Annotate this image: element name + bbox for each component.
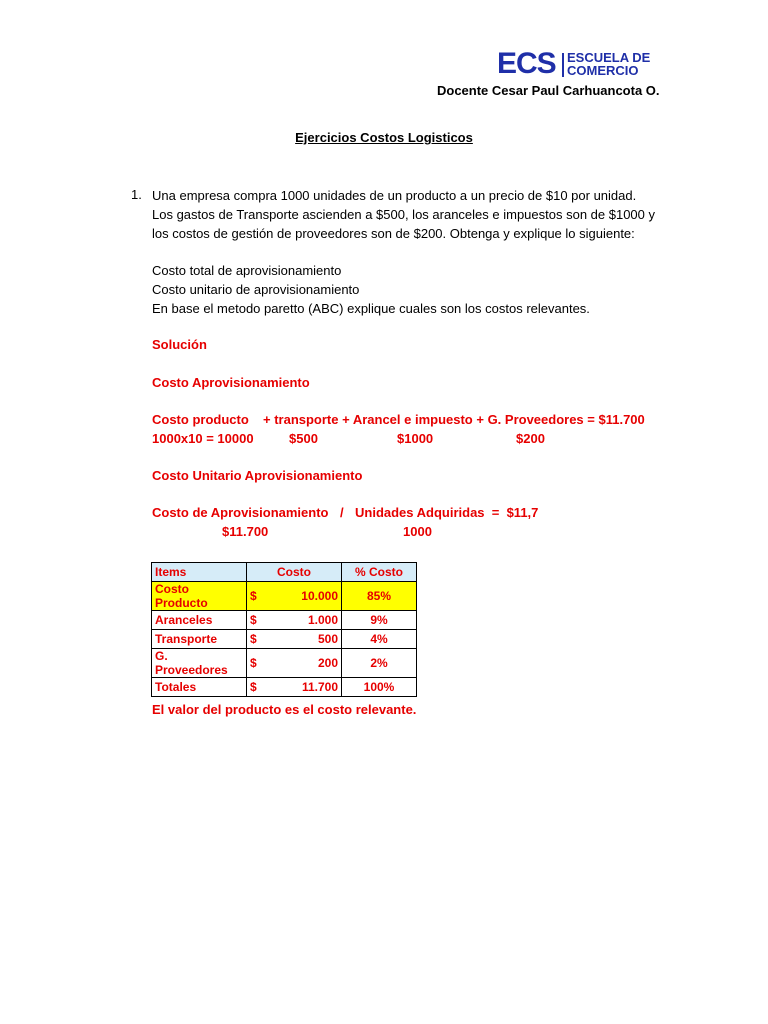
value2-costo: $11.700 bbox=[222, 524, 269, 539]
teacher-name: Docente Cesar Paul Carhuancota O. bbox=[437, 83, 660, 98]
cell-pct: 100% bbox=[342, 678, 417, 697]
table-row bbox=[152, 649, 417, 678]
cell-currency: $ bbox=[247, 678, 266, 697]
formula1-part-a: Costo producto bbox=[152, 412, 249, 427]
value1-producto: 1000x10 = 10000 bbox=[152, 431, 254, 446]
logo-line-1: ESCUELA DE bbox=[567, 50, 651, 65]
value1-proveedores: $200 bbox=[516, 431, 545, 446]
header-pct-costo: % Costo bbox=[342, 563, 417, 582]
question-line: En base el metodo paretto (ABC) explique cuales son los costos relevantes. bbox=[152, 301, 590, 316]
formula2-part-c: Unidades Adquiridas = $11,7 bbox=[355, 505, 539, 520]
page-title bbox=[0, 130, 768, 145]
exercise-questions bbox=[152, 261, 590, 318]
table-row bbox=[152, 611, 417, 630]
statement-line: los costos de gestión de proveedores son de $200. Obtenga y explique lo siguiente: bbox=[152, 226, 635, 241]
formula2-part-b: / bbox=[340, 505, 344, 520]
cell-value: 200 bbox=[265, 649, 342, 678]
table-row-totals bbox=[152, 678, 417, 697]
value1-arancel: $1000 bbox=[397, 431, 434, 446]
formula1-part-b: + transporte + Arancel e impuesto + G. Proveedores = $11.700 bbox=[263, 412, 645, 427]
cell-currency: $ bbox=[247, 630, 266, 649]
table-row bbox=[152, 582, 417, 611]
logo-ecs-text: ECS bbox=[497, 47, 556, 80]
cell-value: 500 bbox=[265, 630, 342, 649]
cell-value: 1.000 bbox=[265, 611, 342, 630]
cell-value: 11.700 bbox=[265, 678, 342, 697]
cell-pct: 4% bbox=[342, 630, 417, 649]
question-line: Costo unitario de aprovisionamiento bbox=[152, 282, 360, 297]
solution-label: Solución bbox=[152, 337, 207, 352]
cell-item: Aranceles bbox=[152, 611, 247, 630]
header-items: Items bbox=[152, 563, 247, 582]
cell-value: 10.000 bbox=[265, 582, 342, 611]
section-costo-unitario: Costo Unitario Aprovisionamiento bbox=[152, 468, 363, 483]
section-costo-aprovisionamiento: Costo Aprovisionamiento bbox=[152, 375, 310, 390]
value2-unidades: 1000 bbox=[403, 524, 432, 539]
exercise-number: 1. bbox=[131, 187, 142, 202]
cell-currency: $ bbox=[247, 611, 266, 630]
logo-line-2: COMERCIO bbox=[567, 63, 639, 78]
statement-line: Una empresa compra 1000 unidades de un producto a un precio de $10 por unidad. bbox=[152, 188, 637, 203]
statement-line: Los gastos de Transporte ascienden a $500, los aranceles e impuestos son de $1000 y bbox=[152, 207, 655, 222]
logo-divider bbox=[562, 53, 564, 77]
cell-item: Transporte bbox=[152, 630, 247, 649]
cell-pct: 9% bbox=[342, 611, 417, 630]
question-line: Costo total de aprovisionamiento bbox=[152, 263, 342, 278]
cell-item: G. Proveedores bbox=[152, 649, 247, 678]
cell-pct: 85% bbox=[342, 582, 417, 611]
conclusion-text: El valor del producto es el costo relevante. bbox=[152, 702, 417, 717]
cell-item: Costo Producto bbox=[152, 582, 247, 611]
page-title-text: Ejercicios Costos Logisticos bbox=[295, 130, 473, 145]
cell-pct: 2% bbox=[342, 649, 417, 678]
header-costo: Costo bbox=[247, 563, 342, 582]
logo-school-name bbox=[567, 51, 650, 77]
exercise-statement bbox=[152, 186, 655, 243]
value1-transporte: $500 bbox=[289, 431, 318, 446]
cell-currency: $ bbox=[247, 582, 266, 611]
ecs-logo bbox=[497, 47, 657, 80]
formula2-part-a: Costo de Aprovisionamiento bbox=[152, 505, 329, 520]
cell-currency: $ bbox=[247, 649, 266, 678]
cell-item: Totales bbox=[152, 678, 247, 697]
table-row bbox=[152, 630, 417, 649]
table-header-row bbox=[152, 563, 417, 582]
cost-table bbox=[151, 562, 417, 697]
